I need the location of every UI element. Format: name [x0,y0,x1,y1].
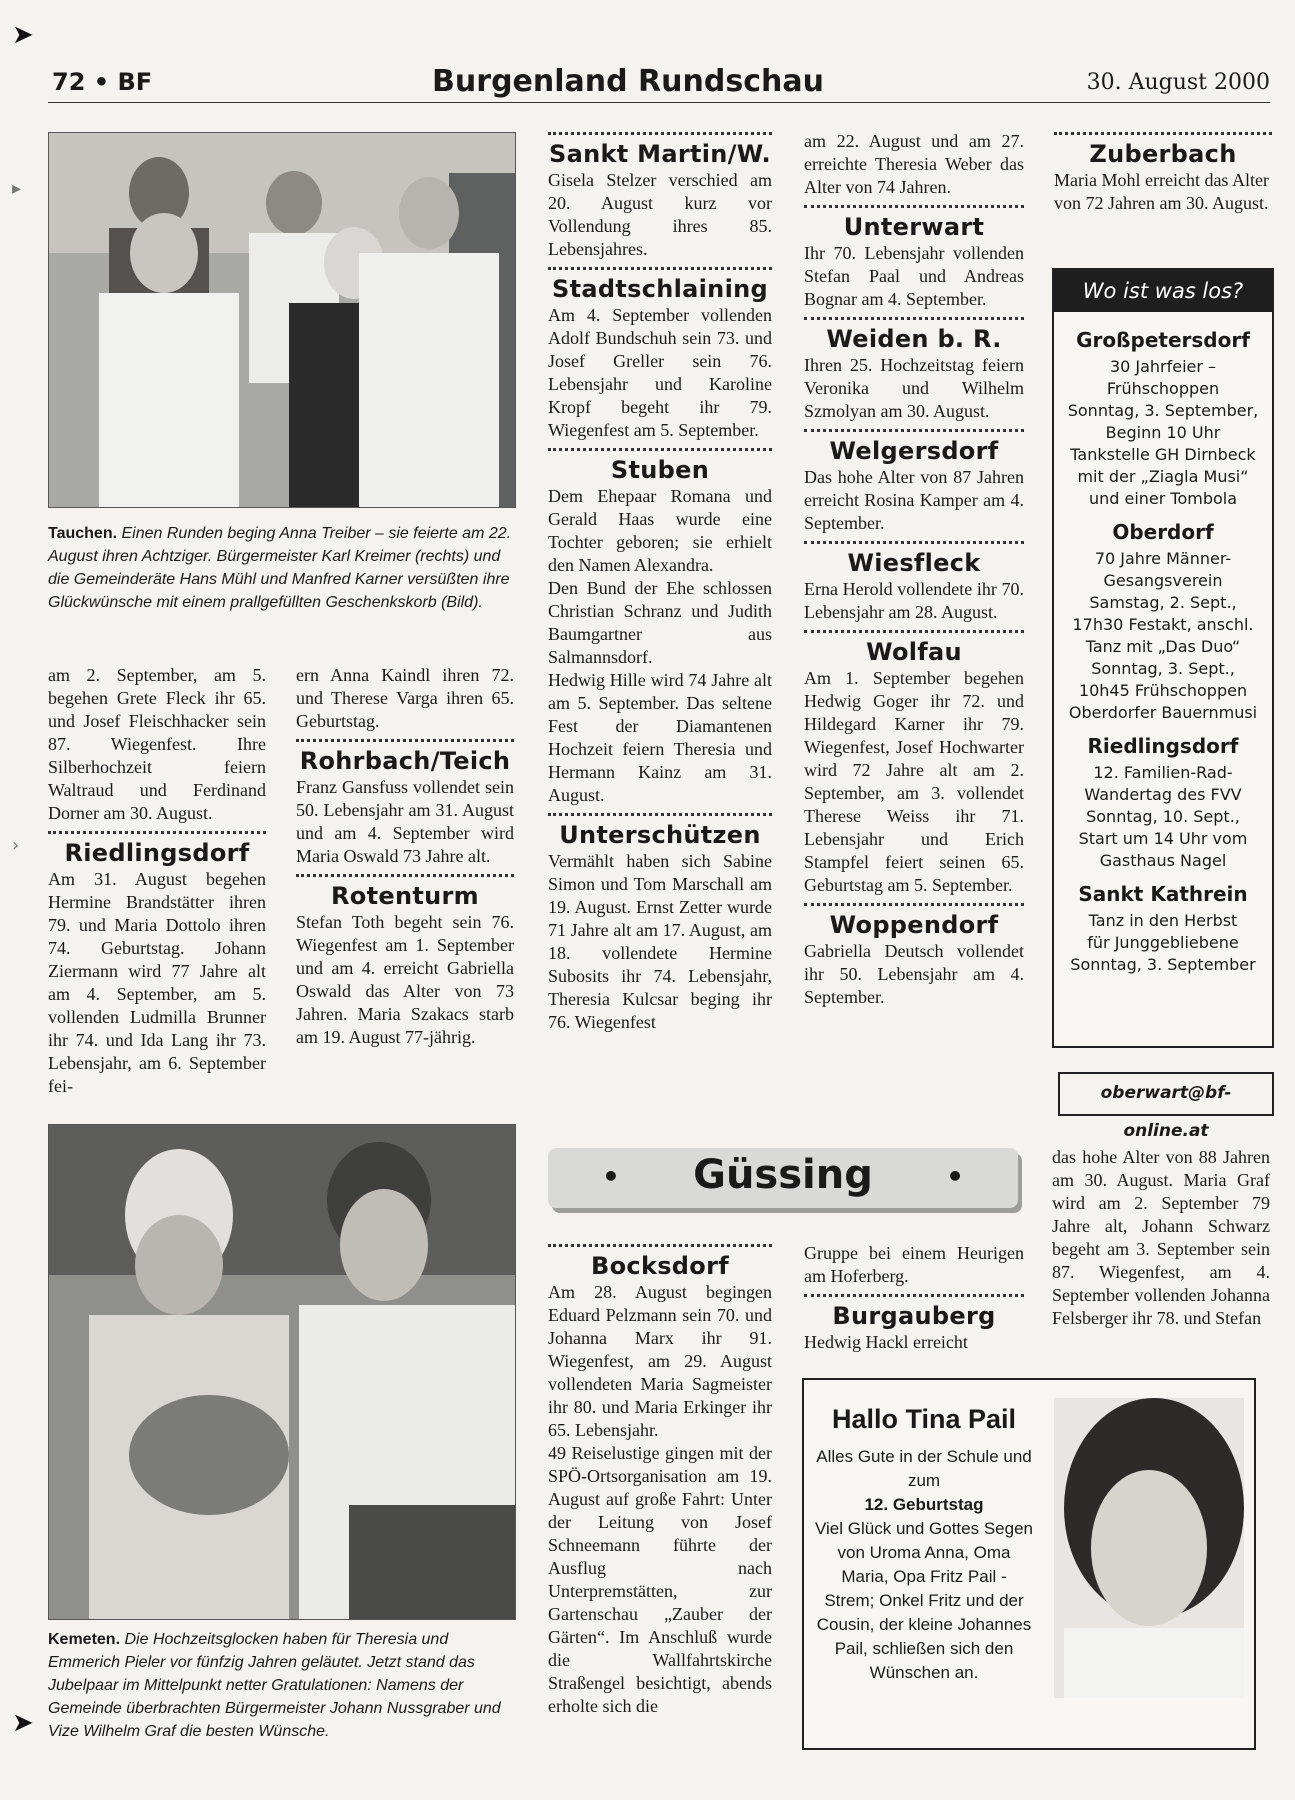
ad-line: Alles Gute in der Schule und zum [816,1447,1032,1490]
heading-welgersdorf: Welgersdorf [829,437,999,465]
group-photo-tauchen [48,132,516,508]
photo-caption-kemeten [48,1628,514,1743]
article-text: Vermählt haben sich Sabine Simon und Tom Marschall am 19. August. Ernst Zetter wurde 71 Jahre alt am 17. August, am 18. vollendete Hermine Subosits ihr 74. Lebensjahr, Theresia Kulcsar beging ihr 76. Wiegenfest [548,851,772,1032]
divider [548,813,772,816]
article-text: Maria Mohl erreicht das Alter von 72 Jahren am 30. August. [1054,170,1269,213]
event-detail: mit der „Ziagla Musi“ [1077,467,1249,486]
article-text: Hedwig Hackl erreicht [804,1332,968,1352]
event-detail: 30 Jahrfeier – [1109,357,1217,376]
contact-email[interactable]: oberwart@bf-online.at [1100,1083,1232,1141]
heading-unterschuetzen: Unterschützen [559,821,761,849]
event-detail: Sonntag, 3. Sept., [1091,659,1235,678]
event-detail: Sonntag, 10. Sept., [1086,807,1240,826]
article-text: Ihr 70. Lebensjahr vollenden Stefan Paal und Andreas Bognar am 4. September. [804,243,1024,309]
event-detail: Sonntag, 3. September, [1067,401,1259,420]
event-detail: Gesangsverein [1103,571,1223,590]
event-detail: 70 Jahre Männer- [1094,549,1232,568]
divider [548,132,772,135]
events-title-text: Wo ist was los? [1082,279,1244,303]
margin-mark: ➤ [12,20,34,50]
heading-rotenturm: Rotenturm [331,882,479,910]
portrait-image [1054,1398,1244,1698]
event-place: Großpetersdorf [1076,328,1250,352]
heading-riedlingsdorf: Riedlingsdorf [64,839,250,867]
ad-line: Viel Glück und Gottes Segen von Uroma Anna, Oma Maria, Opa Fritz Pail - Strem; Onkel Fritz und der Cousin, der kleine Johannes Pail, schließen sich den Wünschen an. [815,1519,1033,1682]
events-box [1052,268,1274,1048]
heading-wiesfleck: Wiesfleck [847,549,981,577]
banner-bullet-left: • [602,1160,620,1193]
guessing-column-2 [804,1242,1024,1354]
heading-stadtschlaining: Stadtschlaining [552,275,768,303]
events-list [1054,312,1272,982]
event-detail: und einer Tombola [1088,489,1238,508]
event-detail: Oberdorfer Bauernmusi [1068,703,1258,722]
event-detail: Sonntag, 3. September [1070,955,1256,974]
banner-title: Güssing [693,1152,873,1198]
email-box [1058,1072,1274,1141]
article-text: Am 1. September begehen Hedwig Goger ihr 72. und Hildegard Karner ihr 79. Wiegenfest, Josef Hochwarter wird 72 Jahre alt am 2. September, am 3. vollendet Therese Weiss ihr 71. Lebensjahr und Erich Stampfel feiert seinen 65. Geburtstag am 5. September. [804,668,1024,895]
event-detail: Beginn 10 Uhr [1105,423,1221,442]
column-5 [1054,132,1272,215]
couple-photo-image [49,1125,515,1619]
article-text: Das hohe Alter von 87 Jahren erreicht Rosina Kamper am 4. September. [804,467,1024,533]
event-detail: Gasthaus Nagel [1099,851,1227,870]
article-text: Gisela Stelzer verschied am 20. August kurz vor Vollendung ihres 85. Lebensjahres. [548,170,772,259]
caption-place: Tauchen. [48,525,118,542]
article-text: 49 Reiselustige gingen mit der SPÖ-Ortsorganisation am 19. August auf große Fahrt: Unter der Leitung von Josef Schneemann führte der Ausflug nach Unterpremstätten, zur Gartenschau „Zauber der Gärten“. Im Anschluß wurde die Wallfahrtskirche Straßengel besichtigt, abends erholte sich die [548,1443,772,1716]
heading-rohrbach: Rohrbach/Teich [299,747,511,775]
divider [804,630,1024,633]
portrait-photo [1054,1398,1244,1698]
event-detail: Tanz in den Herbst [1088,911,1238,930]
newspaper-title: Burgenland Rundschau [432,64,824,99]
article-text: am 22. August und am 27. erreichte Theresia Weber das Alter von 74 Jahren. [804,131,1024,197]
event-place: Sankt Kathrein [1078,882,1248,906]
caption-text: Einen Runden beging Anna Treiber – sie feierte am 22. August ihren Achtziger. Bürgermeister Karl Kreimer (rechts) und die Gemeinderäte Hans Mühl und Manfred Karner versüßten ihre Glückwünsche mit einem prallgefüllten Geschenkskorb (Bild). [48,525,512,611]
event-detail: für Junggebliebene [1087,933,1239,952]
article-text: ern Anna Kaindl ihren 72. und Therese Varga ihren 65. Geburtstag. [296,665,514,731]
event-detail: Start um 14 Uhr vom [1078,829,1248,848]
issue-date: 30. August 2000 [1086,70,1270,95]
event-detail: Samstag, 2. Sept., [1089,593,1237,612]
heading-unterwart: Unterwart [843,213,985,241]
article-text: Erna Herold vollendete ihr 70. Lebensjahr am 28. August. [804,579,1024,622]
heading-sankt-martin: Sankt Martin/W. [549,140,771,168]
page-number: 72 • BF [52,68,153,96]
event-detail: 12. Familien-Rad- [1093,763,1233,782]
article-text: das hohe Alter von 88 Jahren am 30. August. Maria Graf wird am 2. September 79 Jahre alt, Johann Schwarz begeht am 3. September sein 87. Wiegenfest, am 4. September vollenden Johanna Felsberger ihr 78. und Stefan [1052,1147,1270,1328]
heading-burgauberg: Burgauberg [832,1302,996,1330]
divider [804,903,1024,906]
heading-wolfau: Wolfau [866,638,962,666]
divider [296,874,514,877]
event-detail: 17h30 Festakt, anschl. [1072,615,1254,634]
divider [48,831,266,834]
event-detail: Tanz mit „Das Duo“ [1085,637,1241,656]
article-text: Am 31. August begehen Hermine Brandstätter ihren 79. und Maria Dottolo ihren 74. Geburtstag. Johann Ziermann wird 77 Jahre alt am 4. September, am 5. vollenden Ludmilla Brunner ihr 74. und Ida Lang ihr 73. Lebensjahr, am 6. September fei- [48,869,266,1096]
divider [804,1294,1024,1297]
banner-bullet-right: • [946,1160,964,1193]
couple-photo-kemeten [48,1124,516,1620]
margin-mark: ➤ [12,1708,34,1738]
caption-text: Die Hochzeitsglocken haben für Theresia und Emmerich Pieler vor fünfzig Jahren geläutet. Jetzt stand das Jubelpaar im Mittelpunkt netter Gratulationen: Namens der Gemeinde überbrachten Bürgermeister Johann Nussgraber und Vize Wilhelm Graf die besten Wünsche. [48,1631,501,1740]
divider [1054,132,1272,135]
group-photo-image [49,133,515,507]
heading-woppendorf: Woppendorf [829,911,999,939]
event-place: Riedlingsdorf [1087,734,1239,758]
heading-bocksdorf: Bocksdorf [591,1252,729,1280]
guessing-column-1 [548,1244,772,1718]
article-text: Dem Ehepaar Romana und Gerald Haas wurde eine Tochter geboren; sie erhielt den Namen Alexandra. [548,486,772,575]
divider [804,429,1024,432]
ad-line-birthday: 12. Geburtstag [864,1495,984,1514]
divider [548,1244,772,1247]
article-text: Stefan Toth begeht sein 76. Wiegenfest am 1. September und am 4. erreicht Gabriella Oswald das Alter von 73 Jahren. Maria Szakacs starb am 19. August 77-jährig. [296,912,514,1047]
article-text: Franz Gansfuss vollendet sein 50. Lebensjahr am 31. August und am 4. September wird Maria Oswald 73 Jahre alt. [296,777,514,866]
region-banner-guessing [548,1148,1018,1208]
margin-mark: ▸ [12,178,22,199]
article-text: Am 28. August begingen Eduard Pelzmann sein 70. und Johanna Marx ihr 91. Wiegenfest, am 29. August vollendeten Maria Sagmeister ihr 80. und Maria Erkinger ihr 65. Lebensjahr. [548,1282,772,1440]
ad-text [814,1404,1034,1685]
article-text: Gabriella Deutsch vollendet ihr 50. Lebensjahr am 4. September. [804,941,1024,1007]
event-detail: Tankstelle GH Dirnbeck [1070,445,1256,464]
divider [804,205,1024,208]
event-detail: Wandertag des FVV [1084,785,1242,804]
heading-weiden: Weiden b. R. [826,325,1002,353]
birthday-ad [802,1378,1256,1750]
photo-caption-tauchen [48,522,514,614]
column-4 [804,130,1024,1009]
event-detail: Frühschoppen [1106,379,1220,398]
divider [548,267,772,270]
article-text: Gruppe bei einem Heurigen am Hoferberg. [804,1243,1024,1286]
column-1 [48,664,266,1098]
article-text: am 2. September, am 5. begehen Grete Fleck ihr 65. und Josef Fleischhacker sein 87. Wiegenfest. Ihre Silberhochzeit feiern Waltraud und Ferdinand Dorner am 30. August. [48,665,266,823]
article-text: Ihren 25. Hochzeitstag feiern Veronika und Wilhelm Szmolyan am 30. August. [804,355,1024,421]
event-place: Oberdorf [1112,520,1214,544]
event-detail: 10h45 Frühschoppen [1078,681,1248,700]
column-2 [296,664,514,1049]
heading-stuben: Stuben [610,456,710,484]
divider [804,541,1024,544]
divider [804,317,1024,320]
article-text: Am 4. September vollenden Adolf Bundschuh sein 73. und Josef Greller sein 76. Lebensjahr und Karoline Kropf begeht ihr 79. Wiegenfest am 5. September. [548,305,772,440]
divider [296,739,514,742]
article-text: Hedwig Hille wird 74 Jahre alt am 5. September. Das seltene Fest der Diamantenen Hochzeit feiern Theresia und Hermann Kainz am 31. August. [548,670,772,805]
events-title [1054,270,1272,312]
page-header [48,62,1270,103]
divider [548,448,772,451]
column-3 [548,132,772,1034]
guessing-column-3 [1052,1146,1270,1330]
caption-place: Kemeten. [48,1631,121,1648]
ad-title: Hallo Tina Pail [831,1404,1017,1434]
heading-zuberbach: Zuberbach [1089,140,1237,168]
margin-mark: › [12,835,20,856]
article-text: Den Bund der Ehe schlossen Christian Schranz und Judith Baumgartner aus Salmannsdorf. [548,578,772,667]
